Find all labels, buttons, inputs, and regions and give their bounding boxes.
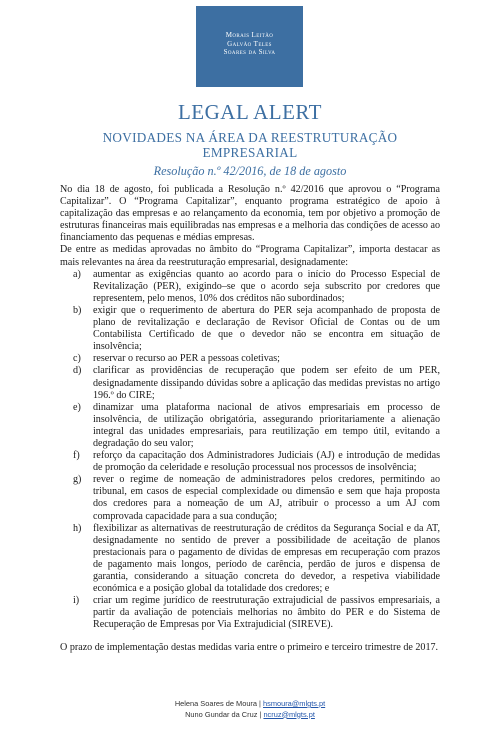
list-item xyxy=(60,365,440,401)
list-item-text: reforço da capacitação dos Administradores Judiciais (AJ) e introdução de medidas de promoção da celeridade e resolução processual nos processos de insolvência; xyxy=(93,450,440,474)
resolution-reference: Resolução n.º 42/2016, de 18 de agosto xyxy=(153,164,347,178)
contact-line: Nuno Gundar da Cruz | ncruz@mlgts.pt xyxy=(185,709,315,719)
list-item-text: exigir que o requerimento de abertura do PER seja acompanhado de proposta de plano de revitalização e declaração de Revisor Oficial de Contas ou de um Contabilista Certificado de que o devedor não se encontra em situação de insolvência; xyxy=(93,304,440,353)
list-item-text: rever o regime de nomeação de administradores pelos credores, permitindo ao tribunal, em casos de especial complexidade ou dimensão e sem que haja proposta dos credores para a nomeação de um AJ, atribuir o processo a um AJ com comprovada capacidade para a sua condução; xyxy=(93,474,440,522)
list-item xyxy=(60,474,440,522)
document-body xyxy=(60,184,440,655)
logo-line-1: Morais Leitão xyxy=(225,31,274,39)
measures-list xyxy=(60,269,440,632)
closing-paragraph: O prazo de implementação destas medidas varia entre o primeiro e terceiro trimestre de 2017. xyxy=(60,642,439,654)
list-item-text: dinamizar uma plataforma nacional de ativos empresariais em processo de insolvência, de utilização obrigatória, assegurando prioritariamente a alienação integral das unidades empresariais, para reutilização em tempo útil, evitando a degradação do seu valor; xyxy=(93,401,440,449)
lead-paragraph: De entre as medidas aprovadas no âmbito do “Programa Capitalizar”, importa destacar as mais relevantes na área da reestruturação empresarial, designadamente: xyxy=(60,244,440,268)
list-item xyxy=(60,305,440,353)
list-item-letter: c) xyxy=(73,353,81,365)
list-item-letter: h) xyxy=(73,522,82,534)
list-item xyxy=(60,523,440,596)
logo-line-2: Galvão Teles xyxy=(227,39,272,48)
list-item-text: flexibilizar as alternativas de reestruturação de créditos da Segurança Social e da AT, designadamente no sentido de prever a possibilidade de aceitação de planos prestacionais para o pagamento de dívidas de empresas em recuperação com prazos de pagamento mais longos, período de carência, perdão de juros e dispensa de garantia, considerando a situação concreta do devedor, a respetiva viabilidade económica e a posição global da totalidade dos credores; e xyxy=(93,522,440,595)
list-item-letter: i) xyxy=(73,595,80,607)
list-item-letter: d) xyxy=(73,365,82,377)
list-item-letter: g) xyxy=(73,474,82,486)
list-item-text: aumentar as exigências quanto ao acordo para o início do Processo Especial de Revitalização (PER), exigindo–se que o acordo seja subscrito por credores que representem, pelo menos, 10% dos créditos não subordinados; xyxy=(93,268,440,304)
list-item xyxy=(60,353,440,365)
list-item-text: criar um regime jurídico de reestruturação extrajudicial de passivos empresariais, a partir da avaliação de potenciais melhorias no âmbito do PER e do Sistema de Recuperação de Empresas por Via Extrajudicial (SIREVE). xyxy=(93,595,440,631)
list-item-letter: b) xyxy=(73,304,82,316)
contact-line: Helena Soares de Moura | hsmoura@mlgts.pt xyxy=(174,699,326,708)
firm-logo xyxy=(196,6,303,87)
list-item-text: reservar o recurso ao PER a pessoas coletivas; xyxy=(93,353,280,365)
list-item xyxy=(60,269,440,305)
contact-name: Helena Soares de Moura xyxy=(174,699,257,708)
page-subtitle: NOVIDADES NA ÁREA DA REESTRUTURAÇÃO EMPRESARIAL xyxy=(102,130,398,160)
list-item-letter: f) xyxy=(73,450,80,462)
intro-paragraph: No dia 18 de agosto, foi publicada a Resolução n.º 42/2016 que aprovou o “Programa Capitalizar”. O “Programa Capitalizar”, enquanto programa estratégico de apoio à capitalização das empresas e ao relançamento da economia, tem por objetivo a promoção de estruturas financeiras mais equilibradas nas empresas e a melhoria das condições de acesso ao financiamento das pequenas e médias empresas. xyxy=(60,184,440,244)
contact-email-link[interactable]: ncruz@mlgts.pt xyxy=(263,709,315,719)
list-item xyxy=(60,450,440,474)
contact-name: Nuno Gundar da Cruz xyxy=(185,709,258,719)
list-item xyxy=(60,595,440,631)
list-item xyxy=(60,402,440,450)
footer-contacts xyxy=(0,699,500,720)
page-title: LEGAL ALERT xyxy=(177,100,323,124)
logo-line-3: Soares da Silva xyxy=(223,48,276,56)
list-item-text: clarificar as providências de recuperação que podem ser efeito de um PER, designadamente dissipando dúvidas sobre a aplicação das medidas previstas no artigo 196.º do CIRE; xyxy=(93,365,440,401)
list-item-letter: e) xyxy=(73,401,81,413)
list-item-letter: a) xyxy=(73,268,81,280)
contact-email-link[interactable]: hsmoura@mlgts.pt xyxy=(263,699,326,708)
